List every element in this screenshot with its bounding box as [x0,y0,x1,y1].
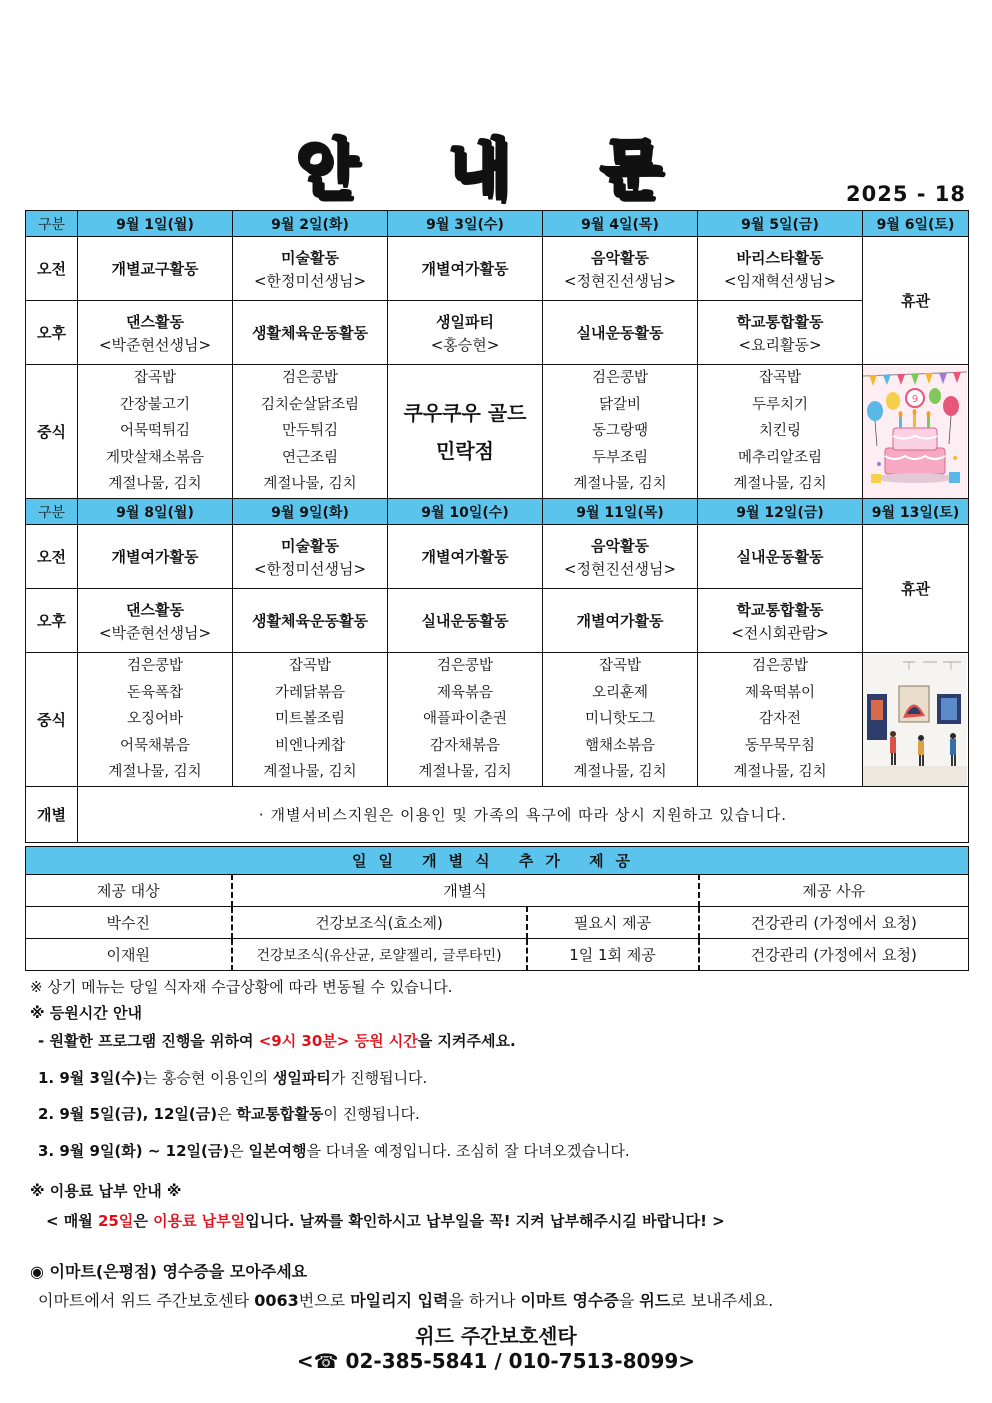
column-header: 제공 대상 [26,875,232,907]
header-cell: 9월 9일(화) [233,499,388,525]
svg-text:9: 9 [911,393,919,405]
activity-cell [388,301,543,365]
menu-item: 돈육폭찹 [126,684,184,701]
activity-name: 개별여가활동 [421,547,509,566]
extra-meal-title: 일일 개별식 추가 제공 [26,847,969,875]
menu-item: 계절나물, 김치 [733,476,827,493]
header-cell: 9월 6일(토) [863,211,969,237]
activity-cell [388,237,543,301]
notice-item-1: 1. 9월 3일(수)는 홍승현 이용인의 생일파티가 진행됩니다. [38,1069,428,1087]
activity-cell [543,301,698,365]
fee-notice-title: ※ 이용료 납부 안내 ※ [30,1182,182,1200]
activity-teacher: <박준현선생님> [98,335,212,354]
menu-item: 검은콩밥 [281,370,339,387]
recipient-name: 박수진 [26,907,232,939]
activity-cell [78,589,233,653]
activity-cell [698,301,863,365]
menu-item: 검은콩밥 [591,370,649,387]
activity-teacher: <박준현선생님> [98,623,212,642]
extra-meal-table [25,846,969,971]
row-label: 오전 [26,525,78,589]
lunch-menu-cell [78,365,233,499]
menu-change-notice: ※ 상기 메뉴는 당일 식자재 수급상황에 따라 변동될 수 있습니다. [30,978,453,996]
activity-cell [543,237,698,301]
activity-teacher: <전시회관람> [731,623,829,642]
menu-item: 검은콩밥 [126,658,184,675]
menu-item: 계절나물, 김치 [418,764,512,781]
menu-item: 쿠우쿠우 골드 [403,400,527,425]
header-cell: 구분 [26,211,78,237]
row-label: 개별 [26,787,78,843]
activity-name: 미술활동 [281,536,339,555]
individual-service-text: · 개별서비스지원은 이용인 및 가족의 욕구에 따라 상시 지원하고 있습니다. [78,787,969,843]
menu-item: 계절나물, 김치 [108,764,202,781]
row-label: 중식 [26,365,78,499]
header-cell: 9월 2일(화) [233,211,388,237]
menu-item: 계절나물, 김치 [263,476,357,493]
header-cell: 9월 10일(수) [388,499,543,525]
menu-item: 동무묵무침 [744,737,816,754]
fee-notice-text: < 매월 25일은 이용료 납부일입니다. 날짜를 확인하시고 납부일을 꼭! 지켜 납부해주시길 바랍니다! > [46,1212,725,1230]
menu-item: 계절나물, 김치 [573,476,667,493]
activity-cell [698,589,863,653]
row-label: 오후 [26,589,78,653]
emart-receipt-title: ◉ 이마트(은평점) 영수증을 모아주세요 [30,1262,308,1281]
provision-reason: 건강관리 (가정에서 요청) [699,907,969,939]
menu-item: 게맛살채소볶음 [105,449,205,466]
week2-afternoon-row [26,589,969,653]
header-cell: 9월 13일(토) [863,499,969,525]
menu-item: 잡곡밥 [598,658,642,675]
menu-item: 두루치기 [751,396,809,413]
header-cell: 9월 3일(수) [388,211,543,237]
activity-cell [698,237,863,301]
provision-reason: 건강관리 (가정에서 요청) [699,939,969,971]
menu-item: 오징어바 [126,711,184,728]
column-header: 개별식 [232,875,699,907]
activity-teacher: <임재혁선생님> [723,271,837,290]
arrival-time-title: ※ 등원시간 안내 [30,1004,142,1022]
activity-teacher: <정현진선생님> [563,271,677,290]
activity-name: 생일파티 [436,312,494,331]
week1-lunch-row [26,365,969,499]
activity-name: 개별여가활동 [576,611,664,630]
menu-item: 민락점 [436,438,494,463]
weekly-schedule-table [25,210,969,843]
menu-item: 잡곡밥 [133,370,177,387]
closed-cell: 휴관 [863,237,969,365]
menu-item: 김치순살닭조림 [260,396,360,413]
activity-teacher: <한정미선생님> [253,559,367,578]
activity-name: 댄스활동 [126,600,184,619]
activity-cell [233,589,388,653]
menu-item: 햄채소볶음 [584,737,656,754]
notice-item-2: 2. 9월 5일(금), 12일(금)은 학교통합활동이 진행됩니다. [38,1105,420,1123]
activity-cell [78,525,233,589]
menu-item: 닭갈비 [598,396,642,413]
menu-item: 메추리알조림 [737,449,823,466]
activity-name: 생활체육운동활동 [252,323,368,342]
menu-item: 가레닭볶음 [274,684,346,701]
lunch-menu-cell [388,653,543,787]
activity-cell [78,237,233,301]
provision-frequency: 1일 1회 제공 [527,939,699,971]
extra-meal-column-row [26,875,969,907]
menu-item: 오리훈제 [591,684,649,701]
header-cell: 9월 4일(목) [543,211,698,237]
activity-cell [543,525,698,589]
row-label: 중식 [26,653,78,787]
activity-name: 실내운동활동 [421,611,509,630]
lunch-menu-cell [388,365,543,499]
page-title: 안 내 문 [295,133,697,207]
menu-item: 감자전 [758,711,802,728]
activity-teacher: <홍승현> [430,335,500,354]
activity-cell [388,589,543,653]
menu-item: 비엔나케찹 [274,737,346,754]
activity-cell [78,301,233,365]
lunch-menu-cell [698,653,863,787]
closed-cell: 휴관 [863,525,969,653]
menu-item: 간장불고기 [119,396,191,413]
center-phone: <☎ 02-385-5841 / 010-7513-8099> [296,1349,696,1373]
lunch-menu-cell [78,653,233,787]
row-label: 오후 [26,301,78,365]
column-header: 제공 사유 [699,875,969,907]
menu-item: 미니핫도그 [584,711,656,728]
activity-name: 개별여가활동 [421,259,509,278]
activity-name: 실내운동활동 [736,547,824,566]
notice-item-3: 3. 9월 9일(화) ~ 12일(금)은 일본여행을 다녀올 예정입니다. 조심히 잘 다녀오겠습니다. [38,1142,630,1160]
activity-name: 미술활동 [281,248,339,267]
activity-name: 음악활동 [591,248,649,267]
header-cell: 9월 1일(월) [78,211,233,237]
menu-item: 동그랑땡 [591,423,649,440]
week1-header-row [26,211,969,237]
row-label: 오전 [26,237,78,301]
menu-item: 계절나물, 김치 [733,764,827,781]
table-row [26,939,969,971]
extra-meal-title-row [26,847,969,875]
meal-type: 건강보조식(유산균, 로얄젤리, 글루타민) [232,939,527,971]
activity-cell [233,525,388,589]
recipient-name: 이재원 [26,939,232,971]
menu-item: 계절나물, 김치 [573,764,667,781]
document-number: 2025 - 18 [845,182,966,206]
lunch-menu-cell [543,653,698,787]
activity-cell [233,237,388,301]
birthday-cake-illustration [863,365,969,499]
activity-name: 학교통합활동 [736,600,824,619]
table-row [26,907,969,939]
activity-name: 개별교구활동 [111,259,199,278]
activity-name: 음악활동 [591,536,649,555]
menu-item: 어묵떡튀김 [119,423,191,440]
activity-cell [543,589,698,653]
activity-name: 개별여가활동 [111,547,199,566]
activity-teacher: <한정미선생님> [253,271,367,290]
week2-header-row [26,499,969,525]
header-cell: 9월 5일(금) [698,211,863,237]
activity-teacher: <정현진선생님> [563,559,677,578]
gallery-exhibition-illustration [863,653,969,787]
menu-item: 치킨링 [758,423,802,440]
menu-item: 검은콩밥 [751,658,809,675]
activity-name: 학교통합활동 [736,312,824,331]
menu-item: 검은콩밥 [436,658,494,675]
week1-afternoon-row [26,301,969,365]
menu-item: 애플파이춘권 [422,711,508,728]
header-cell: 9월 12일(금) [698,499,863,525]
menu-item: 제육볶음 [436,684,494,701]
emart-receipt-text: 이마트에서 위드 주간보호센타 0063번으로 마일리지 입력을 하거나 이마트 영수증을 위드로 보내주세요. [38,1291,774,1310]
menu-item: 감자채볶음 [429,737,501,754]
menu-item: 잡곡밥 [758,370,802,387]
header-cell: 구분 [26,499,78,525]
lunch-menu-cell [233,365,388,499]
activity-name: 댄스활동 [126,312,184,331]
activity-cell [698,525,863,589]
lunch-menu-cell [543,365,698,499]
menu-item: 연근조림 [281,449,339,466]
activity-teacher: <요리활동> [738,335,822,354]
menu-item: 만두튀김 [281,423,339,440]
header-cell: 9월 8일(월) [78,499,233,525]
arrival-time-notice: - 원활한 프로그램 진행을 위하여 <9시 30분> 등원 시간을 지켜주세요. [38,1032,516,1050]
menu-item: 미트볼조림 [274,711,346,728]
menu-item: 계절나물, 김치 [108,476,202,493]
center-name: 위드 주간보호센타 [415,1324,577,1348]
week1-morning-row [26,237,969,301]
lunch-menu-cell [698,365,863,499]
meal-type: 건강보조식(효소제) [232,907,527,939]
menu-item: 제육떡볶이 [744,684,816,701]
individual-service-row [26,787,969,843]
activity-name: 실내운동활동 [576,323,664,342]
menu-item: 두부조림 [591,449,649,466]
header-cell: 9월 11일(목) [543,499,698,525]
activity-cell [233,301,388,365]
activity-name: 바리스타활동 [736,248,824,267]
week2-morning-row [26,525,969,589]
activity-cell [388,525,543,589]
week2-lunch-row [26,653,969,787]
lunch-menu-cell [233,653,388,787]
menu-item: 계절나물, 김치 [263,764,357,781]
provision-frequency: 필요시 제공 [527,907,699,939]
menu-item: 잡곡밥 [288,658,332,675]
activity-name: 생활체육운동활동 [252,611,368,630]
menu-item: 어묵채볶음 [119,737,191,754]
